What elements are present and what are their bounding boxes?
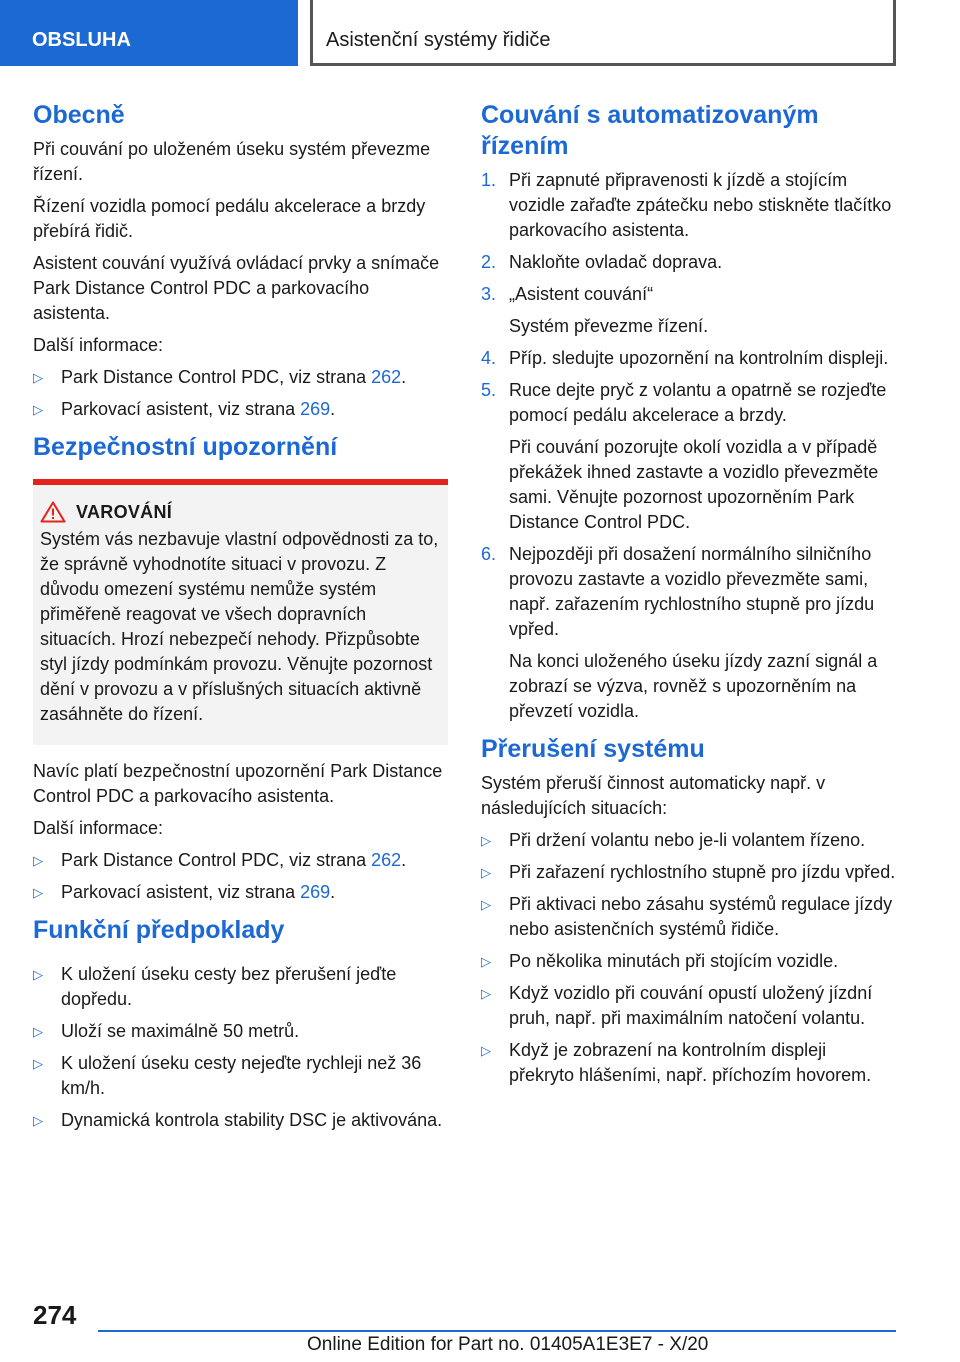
- header-underline: [310, 63, 896, 66]
- list-item: ▷ Při zařazení rychlostního stupně pro jízdu vpřed.: [481, 860, 896, 885]
- warning-triangle-icon: [40, 501, 66, 523]
- edition-note: Online Edition for Part no. 01405A1E3E7 - X/20: [307, 1334, 709, 1355]
- list-item: ▷ Když je zobrazení na kontrolním displeji překryto hlášeními, např. příchozím hovorem.: [481, 1040, 872, 1085]
- page-number: 274: [33, 1300, 77, 1330]
- section-title-reversing: Couvání s automatizovaným řízením: [481, 101, 819, 160]
- step-number: 5.: [481, 380, 497, 400]
- section-title-prerequisites: Funkční předpoklady: [33, 916, 285, 944]
- left-column: [33, 100, 448, 1140]
- triangle-right-outline-icon: ▷: [33, 1024, 43, 1039]
- step-note: Při couvání pozorujte okolí vozidla a v případě překážek ihned zastavte a vozidlo převezměte sami. Věnujte pozornost upozorněním Park Distance Control PDC.: [509, 437, 879, 532]
- list-item: ▷ K uložení úseku cesty nejeďte rychleji než 36 km/h.: [33, 1053, 422, 1098]
- step-item: 5. Ruce dejte pryč z volantu a opatrně se rozjeďte pomocí pedálu akcelerace a brzdy. Při couvání pozorujte okolí vozidla a v případě překážek ihned zastavte a vozidlo převezměte sami. Věnujte pozornost upozorněním Park Distance Control PDC.: [481, 378, 896, 535]
- warning-text: Systém vás nezbavuje vlastní odpovědnosti za to, že správně vyhodnotíte situaci v provozu. Z důvodu omezení systému nemůže systém přiměřeně reagovat ve všech dopravních situacích. Hrozí nebezpečí nehody. Přizpůsobte styl jízdy podmínkám provozu. Věnujte pozornost dění v provozu a v příslušných situacích aktivně zasáhněte do řízení.: [40, 529, 439, 724]
- step-number: 3.: [481, 284, 497, 304]
- step-note: Na konci uloženého úseku jízdy zazní signál a zobrazí se výzva, rovněž s upozorněním na převzetí vozidla.: [509, 651, 878, 721]
- list-item: ▷ Park Distance Control PDC, viz strana 262.: [33, 848, 448, 873]
- triangle-right-outline-icon: ▷: [481, 897, 491, 912]
- section-title-interruption: Přerušení systému: [481, 735, 705, 763]
- section-title-general: Obecně: [33, 101, 125, 129]
- triangle-right-outline-icon: ▷: [481, 865, 491, 880]
- page-header: [0, 0, 960, 66]
- steps-list: [481, 168, 896, 724]
- paragraph: Navíc platí bezpečnostní upozornění Park Distance Control PDC a parkovacího asistenta.: [33, 761, 443, 806]
- list-item: ▷ Dynamická kontrola stability DSC je aktivována.: [33, 1108, 448, 1133]
- step-item: 1. Při zapnuté připravenosti k jízdě a stojícím vozidle zařaďte zpátečku nebo stiskněte tlačítko parkovacího asistenta.: [481, 170, 892, 240]
- header-divider: [310, 0, 313, 66]
- reference-list: [33, 365, 448, 422]
- prerequisites-list: [33, 962, 448, 1133]
- list-item: ▷ Uloží se maximálně 50 metrů.: [33, 1019, 448, 1044]
- header-right-border: [893, 0, 896, 66]
- step-number: 4.: [481, 348, 497, 368]
- reference-list: [33, 848, 448, 905]
- section-tab: OBSLUHA: [0, 0, 298, 66]
- page-link[interactable]: 269: [300, 399, 331, 419]
- warning-box: [33, 479, 448, 745]
- step-number: 2.: [481, 252, 497, 272]
- triangle-right-outline-icon: ▷: [33, 853, 43, 868]
- step-note: Systém převezme řízení.: [509, 316, 709, 336]
- right-column: [481, 100, 896, 1095]
- step-item: 2. Nakloňte ovladač doprava.: [481, 250, 896, 275]
- page-link[interactable]: 262: [371, 850, 402, 870]
- paragraph: Systém přeruší činnost automaticky např. v následujících situacích:: [481, 773, 826, 818]
- chapter-title: Asistenční systémy řidiče: [326, 29, 551, 51]
- warning-title: VAROVÁNÍ: [76, 501, 173, 522]
- list-item: ▷ Parkovací asistent, viz strana 269.: [33, 397, 448, 422]
- triangle-right-outline-icon: ▷: [481, 954, 491, 969]
- list-item: ▷ Když vozidlo při couvání opustí uložený jízdní pruh, např. při maximálním natočení volantu.: [481, 983, 873, 1028]
- list-item: ▷ K uložení úseku cesty bez přerušení jeďte dopředu.: [33, 964, 397, 1009]
- list-item: ▷ Parkovací asistent, viz strana 269.: [33, 880, 448, 905]
- page-link[interactable]: 262: [371, 367, 402, 387]
- step-number: 6.: [481, 544, 497, 564]
- list-item: ▷ Park Distance Control PDC, viz strana 262.: [33, 365, 448, 390]
- triangle-right-outline-icon: ▷: [33, 1113, 43, 1128]
- triangle-right-outline-icon: ▷: [33, 1056, 43, 1071]
- list-item: ▷ Po několika minutách při stojícím vozidle.: [481, 949, 896, 974]
- list-item: ▷ Při držení volantu nebo je-li volantem řízeno.: [481, 828, 896, 853]
- page-link[interactable]: 269: [300, 882, 331, 902]
- step-item: 3. „Asistent couvání“ Systém převezme řízení.: [481, 282, 896, 339]
- triangle-right-outline-icon: ▷: [481, 1043, 491, 1058]
- paragraph: Při couvání po uloženém úseku systém převezme řízení.: [33, 139, 431, 184]
- step-number: 1.: [481, 170, 497, 190]
- triangle-right-outline-icon: ▷: [33, 967, 43, 982]
- list-item: ▷ Při aktivaci nebo zásahu systémů regulace jízdy nebo asistenčních systémů řidiče.: [481, 894, 893, 939]
- paragraph: Další informace:: [33, 335, 164, 355]
- triangle-right-outline-icon: ▷: [33, 402, 43, 417]
- section-title-safety: Bezpečnostní upozornění: [33, 433, 338, 461]
- triangle-right-outline-icon: ▷: [481, 833, 491, 848]
- triangle-right-outline-icon: ▷: [481, 986, 491, 1001]
- step-item: 4. Příp. sledujte upozornění na kontrolním displeji.: [481, 346, 896, 371]
- interruption-list: [481, 828, 896, 1088]
- paragraph: Řízení vozidla pomocí pedálu akcelerace a brzdy přebírá řidič.: [33, 196, 426, 241]
- footer-divider: [98, 1330, 896, 1332]
- paragraph: Další informace:: [33, 818, 164, 838]
- triangle-right-outline-icon: ▷: [33, 370, 43, 385]
- triangle-right-outline-icon: ▷: [33, 885, 43, 900]
- step-item: 6. Nejpozději při dosažení normálního silničního provozu zastavte a vozidlo převezměte sami, např. zařazením rychlostního stupně pro jízdu vpřed. Na konci uloženého úseku jízdy zazní signál a zobrazí se výzva, rovněž s upozorněním na převzetí vozidla.: [481, 542, 896, 724]
- paragraph: Asistent couvání využívá ovládací prvky a snímače Park Distance Control PDC a parkovacího asistenta.: [33, 253, 440, 323]
